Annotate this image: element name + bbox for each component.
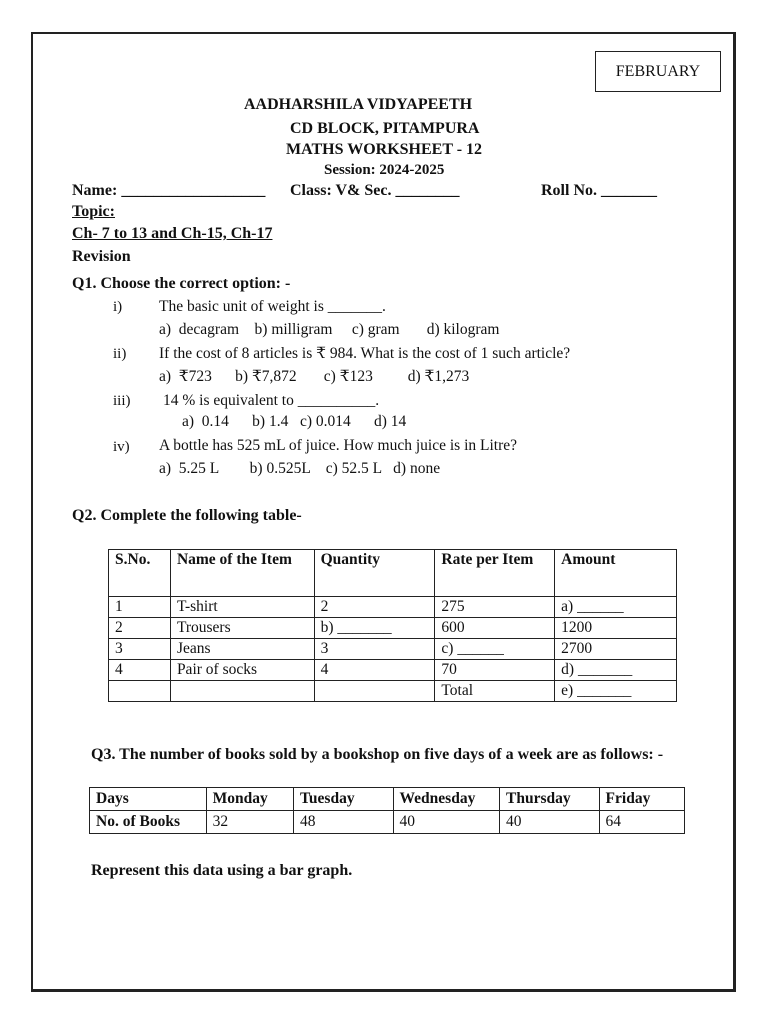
- table-cell: 3: [109, 639, 171, 660]
- q1-item-question: A bottle has 525 mL of juice. How much juice is in Litre?: [159, 437, 517, 454]
- table-row: [109, 660, 677, 681]
- topic-chapters: Ch- 7 to 13 and Ch-15, Ch-17: [72, 225, 273, 242]
- table-row: [109, 597, 677, 618]
- table-cell: b) _______: [314, 618, 435, 639]
- day-cell: Thursday: [500, 788, 600, 811]
- table-cell: 4: [314, 660, 435, 681]
- books-cell: 40: [500, 811, 600, 834]
- table-cell: 3: [314, 639, 435, 660]
- q1-item-number: iv): [113, 439, 130, 455]
- topic-label: Topic:: [72, 203, 115, 220]
- q3-title: Q3. The number of books sold by a bookshop on five days of a week are as follows: -: [91, 746, 664, 763]
- days-row: [90, 788, 685, 811]
- table-cell: 275: [435, 597, 555, 618]
- table-cell: 2700: [555, 639, 677, 660]
- books-row: [90, 811, 685, 834]
- class-field: Class: V& Sec. ________: [290, 182, 460, 199]
- books-cell: 48: [294, 811, 394, 834]
- q2-title: Q2. Complete the following table-: [72, 507, 302, 524]
- table-cell: d) _______: [555, 660, 677, 681]
- day-cell: Friday: [599, 788, 684, 811]
- q1-item-number: ii): [113, 346, 127, 362]
- day-cell: Wednesday: [393, 788, 500, 811]
- q1-item-options: a) 5.25 L b) 0.525L c) 52.5 L d) none: [159, 460, 441, 477]
- table-cell: 1200: [555, 618, 677, 639]
- table-cell: [109, 681, 171, 702]
- row-label: No. of Books: [90, 811, 207, 834]
- table-cell: Trousers: [170, 618, 314, 639]
- roll-field: Roll No. _______: [541, 182, 657, 199]
- books-cell: 32: [206, 811, 293, 834]
- books-cell: 40: [393, 811, 500, 834]
- q1-item-number: i): [113, 299, 123, 315]
- table-row: [109, 639, 677, 660]
- column-header: Amount: [555, 550, 677, 597]
- table-cell: c) ______: [435, 639, 555, 660]
- table-row: [109, 618, 677, 639]
- table-cell: 600: [435, 618, 555, 639]
- school-address: CD BLOCK, PITAMPURA: [290, 120, 480, 137]
- table-cell: 4: [109, 660, 171, 681]
- books-table: [89, 787, 685, 834]
- q1-title: Q1. Choose the correct option: -: [72, 275, 291, 292]
- q1-item-options: a) decagram b) milligram c) gram d) kilogram: [159, 321, 500, 338]
- table-cell: Jeans: [170, 639, 314, 660]
- table-cell: Total: [435, 681, 555, 702]
- table-header-row: [109, 550, 677, 597]
- table-cell: 2: [314, 597, 435, 618]
- column-header: S.No.: [109, 550, 171, 597]
- books-cell: 64: [599, 811, 684, 834]
- table-total-row: [109, 681, 677, 702]
- column-header: Name of the Item: [170, 550, 314, 597]
- q1-item-options: a) ₹723 b) ₹7,872 c) ₹123 d) ₹1,273: [159, 368, 470, 385]
- table-cell: 1: [109, 597, 171, 618]
- name-field: Name: __________________: [72, 182, 266, 199]
- table-cell: a) ______: [555, 597, 677, 618]
- school-name: AADHARSHILA VIDYAPEETH: [244, 96, 473, 113]
- session-label: Session: 2024-2025: [324, 162, 445, 178]
- table-cell: e) _______: [555, 681, 677, 702]
- revision-label: Revision: [72, 248, 131, 265]
- table-cell: T-shirt: [170, 597, 314, 618]
- month-label: FEBRUARY: [595, 51, 721, 92]
- q1-item-number: iii): [113, 393, 131, 409]
- table-cell: [314, 681, 435, 702]
- table-cell: Pair of socks: [170, 660, 314, 681]
- q1-item-question: 14 % is equivalent to __________.: [163, 392, 380, 409]
- row-label: Days: [90, 788, 207, 811]
- q1-item-options: a) 0.14 b) 1.4 c) 0.014 d) 14: [182, 413, 407, 430]
- day-cell: Tuesday: [294, 788, 394, 811]
- q3-instruction: Represent this data using a bar graph.: [91, 862, 353, 879]
- q1-item-question: If the cost of 8 articles is ₹ 984. What is the cost of 1 such article?: [159, 345, 571, 362]
- worksheet-title: MATHS WORKSHEET - 12: [286, 141, 483, 158]
- q1-item-question: The basic unit of weight is _______.: [159, 298, 386, 315]
- table-cell: [170, 681, 314, 702]
- items-table: [108, 549, 677, 702]
- table-cell: 2: [109, 618, 171, 639]
- column-header: Rate per Item: [435, 550, 555, 597]
- table-cell: 70: [435, 660, 555, 681]
- column-header: Quantity: [314, 550, 435, 597]
- day-cell: Monday: [206, 788, 293, 811]
